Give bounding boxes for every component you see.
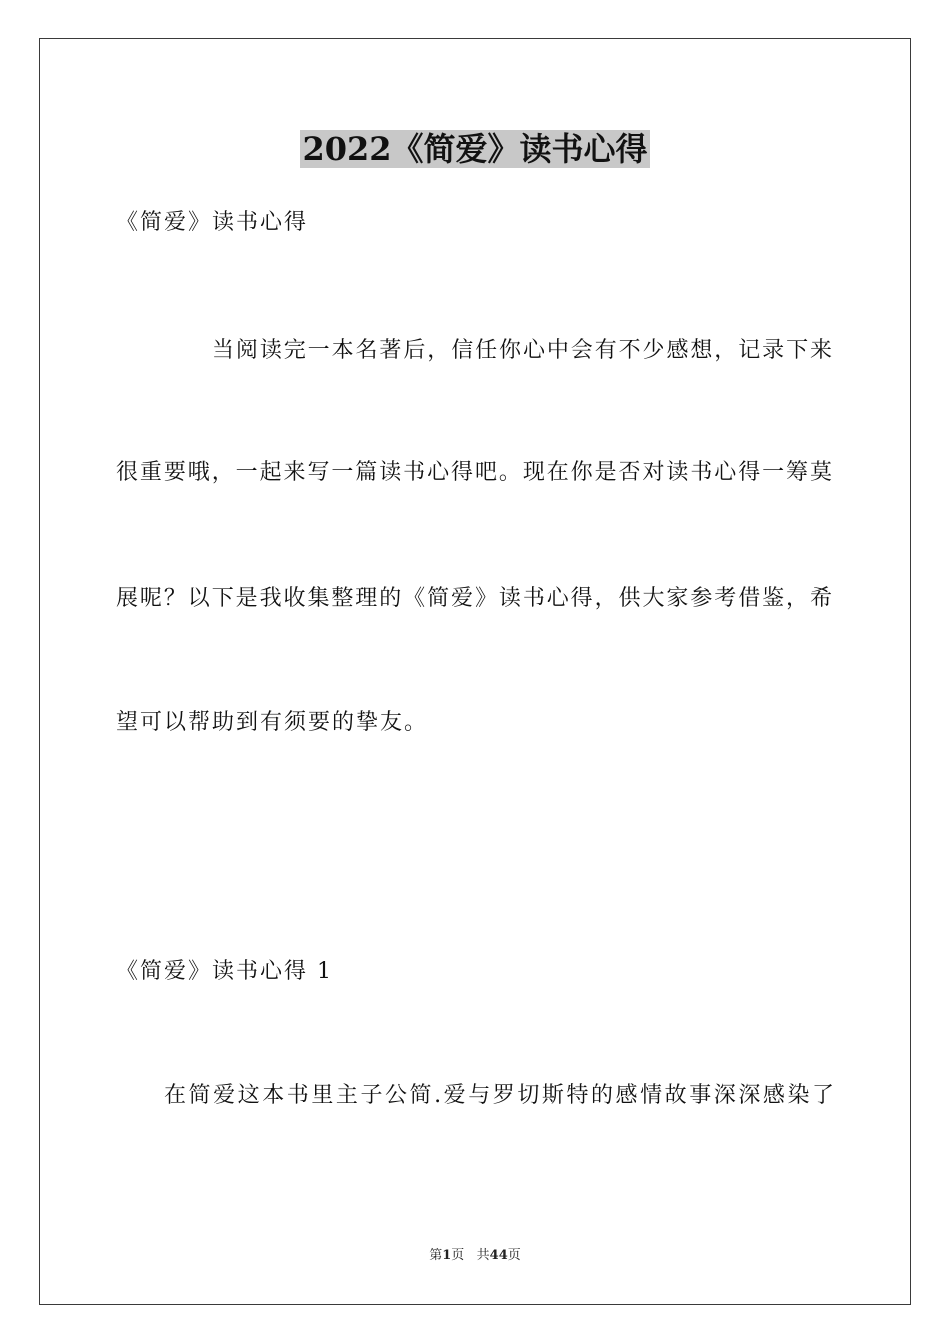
intro-line-2: 很重要哦，一起来写一篇读书心得吧。现在你是否对读书心得一筹莫 bbox=[116, 460, 832, 485]
document-title bbox=[0, 127, 950, 171]
intro-line-1: 当阅读完一本名著后，信任你心中会有不少感想，记录下来 bbox=[212, 338, 832, 363]
intro-line-4: 望可以帮助到有须要的挚友。 bbox=[116, 710, 429, 735]
subtitle: 《简爱》读书心得 bbox=[116, 210, 309, 235]
footer-page-prefix: 第 bbox=[429, 1248, 443, 1263]
section-heading: 《简爱》读书心得 1 bbox=[116, 959, 333, 984]
page-footer bbox=[0, 1246, 950, 1266]
footer-page-current: 1 bbox=[442, 1248, 452, 1263]
footer-page-total: 44 bbox=[489, 1248, 508, 1263]
document-title-text: 2022《简爱》读书心得 bbox=[302, 130, 648, 168]
footer-page-mid: 页 共 bbox=[451, 1248, 490, 1263]
intro-line-3: 展呢？以下是我收集整理的《简爱》读书心得，供大家参考借鉴，希 bbox=[116, 586, 832, 611]
section-line-1: 在简爱这本书里主子公简.爱与罗切斯特的感情故事深深感染了 bbox=[164, 1083, 834, 1108]
footer-page-suffix: 页 bbox=[507, 1248, 521, 1263]
